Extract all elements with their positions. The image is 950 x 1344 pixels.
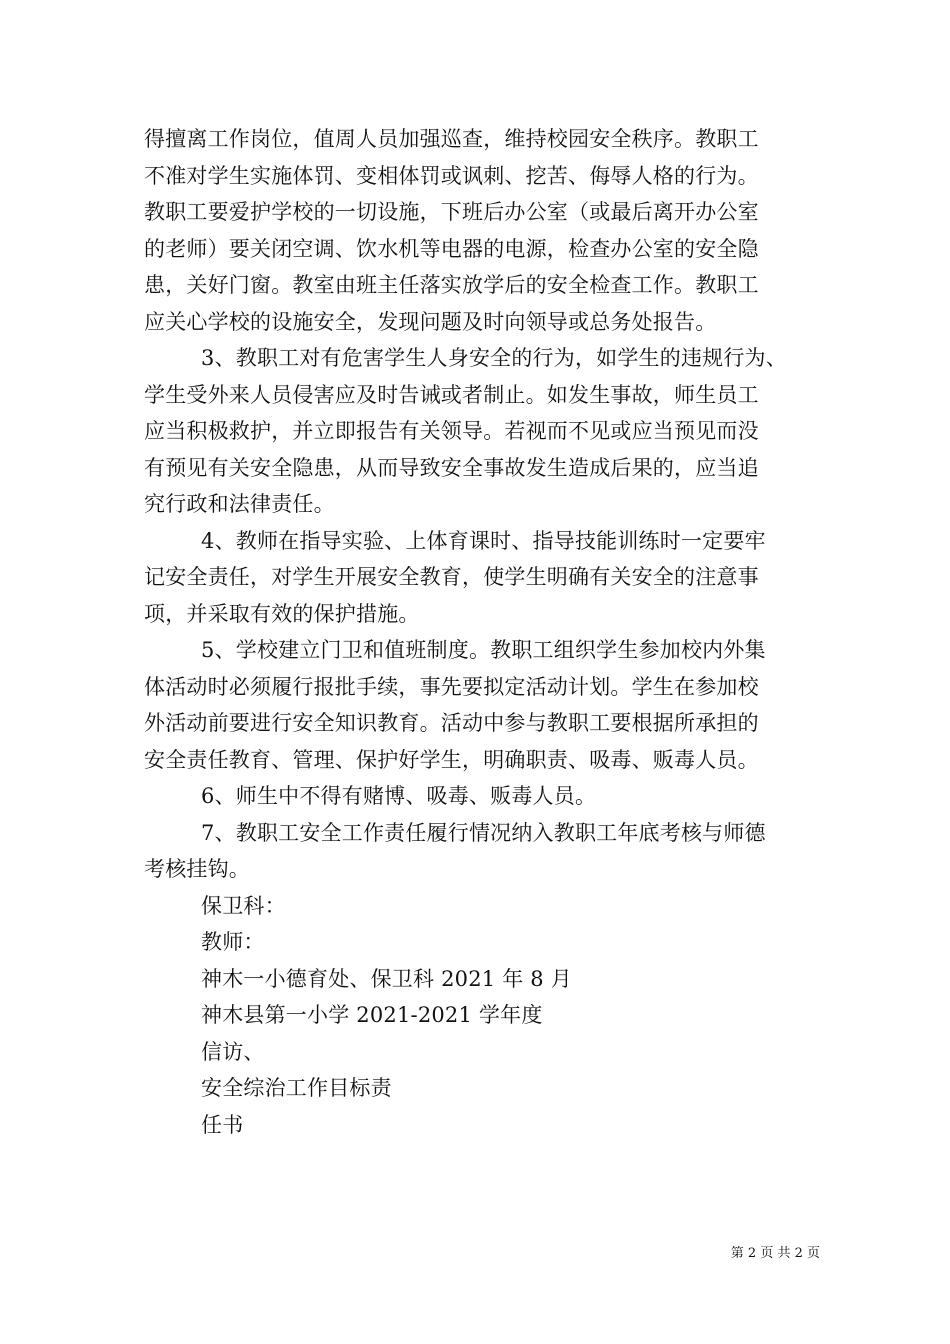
text-line: 安全综治工作目标责 bbox=[201, 1076, 392, 1100]
text-line: 应当积极救护，并立即报告有关领导。若视而不见或应当预见而没 bbox=[144, 419, 759, 443]
text-line: 3、教职工对有危害学生人身安全的行为，如学生的违规行为、 bbox=[201, 346, 787, 370]
text-line: 5、学校建立门卫和值班制度。教职工组织学生参加校内外集 bbox=[201, 638, 766, 662]
text-line: 应关心学校的设施安全，发现问题及时向领导或总务处报告。 bbox=[144, 309, 717, 334]
text-line: 教师： bbox=[201, 930, 265, 954]
text-line: 7、教职工安全工作责任履行情况纳入教职工年底考核与师德 bbox=[201, 820, 766, 845]
text-line: 教职工要爱护学校的一切设施，下班后办公室（或最后离开办公室 bbox=[144, 200, 759, 224]
text-line: 得擅离工作岗位，值周人员加强巡查，维持校园安全秩序。教职工 bbox=[144, 127, 759, 151]
text-line: 患，关好门窗。教室由班主任落实放学后的安全检查工作。教职工 bbox=[144, 273, 759, 297]
text-line: 不准对学生实施体罚、变相体罚或讽刺、挖苦、侮辱人格的行为。 bbox=[144, 163, 759, 188]
document-body bbox=[144, 121, 812, 1143]
text-line: 学生受外来人员侵害应及时告诫或者制止。如发生事故，师生员工 bbox=[144, 382, 759, 407]
text-line: 保卫科： bbox=[201, 893, 286, 918]
page-number-footer: 第 2 页 共 2 页 bbox=[730, 1246, 820, 1261]
text-line: 考核挂钩。 bbox=[144, 857, 250, 881]
text-line: 体活动时必须履行报批手续，事先要拟定活动计划。学生在参加校 bbox=[144, 674, 759, 699]
text-line: 外活动前要进行安全知识教育。活动中参与教职工要根据所承担的 bbox=[144, 711, 759, 735]
text-line: 6、师生中不得有赌博、吸毒、贩毒人员。 bbox=[201, 784, 597, 808]
text-line: 神木一小德育处、保卫科 2021 年 8 月 bbox=[201, 966, 572, 991]
text-line: 任书 bbox=[201, 1112, 244, 1137]
text-line: 有预见有关安全隐患，从而导致安全事故发生造成后果的，应当追 bbox=[144, 455, 759, 480]
text-line: 4、教师在指导实验、上体育课时、指导技能训练时一定要牢 bbox=[201, 528, 766, 553]
text-line: 究行政和法律责任。 bbox=[144, 492, 335, 516]
text-line: 项，并采取有效的保护措施。 bbox=[144, 601, 420, 626]
text-line: 神木县第一小学 2021-2021 学年度 bbox=[201, 1003, 543, 1027]
text-line: 安全责任教育、管理、保护好学生，明确职责、吸毒、贩毒人员。 bbox=[144, 747, 759, 772]
text-line: 记安全责任，对学生开展安全教育，使学生明确有关安全的注意事 bbox=[144, 565, 759, 589]
text-line: 信访、 bbox=[201, 1039, 265, 1064]
text-line: 的老师）要关闭空调、饮水机等电器的电源，检查办公室的安全隐 bbox=[144, 236, 759, 261]
